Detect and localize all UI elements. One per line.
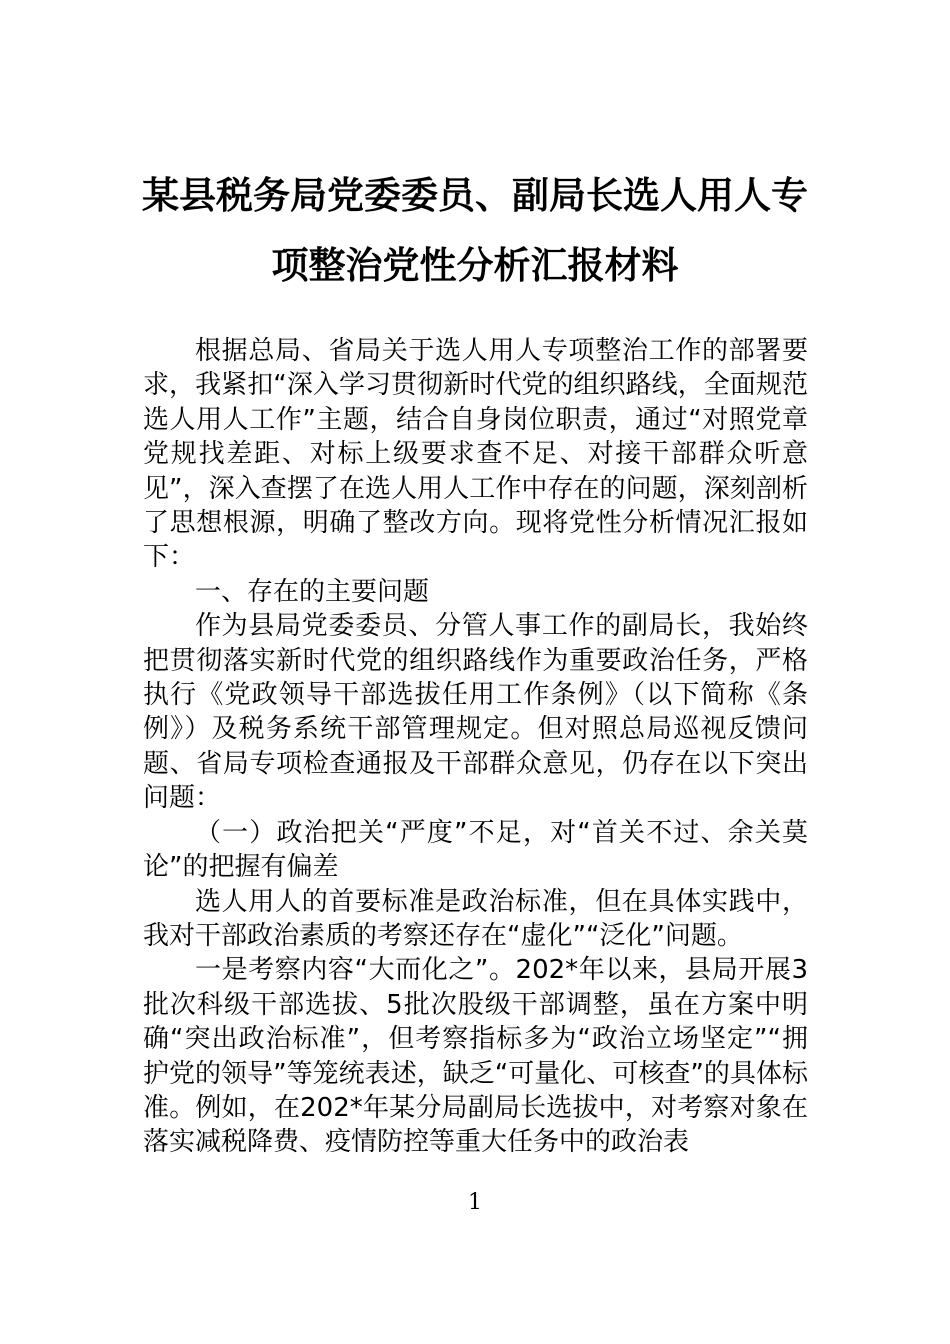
- page-number: 1: [468, 1190, 482, 1215]
- intro-paragraph: 根据总局、省局关于选人用人专项整治工作的部署要求，我紧扣“深入学习贯彻新时代党的组织路线，全面规范选人用人工作”主题，结合自身岗位职责，通过“对照党章党规找差距、对标上级要求查不足、对接干部群众听意见”，深入查摆了在选人用人工作中存在的问题，深刻剖析了思想根源，明确了整改方向。现将党性分析情况汇报如下：: [143, 336, 808, 573]
- political-standard-paragraph: 选人用人的首要标准是政治标准，但在具体实践中，我对干部政治素质的考察还存在“虚化”“泛化”问题。: [143, 886, 808, 951]
- document-title-line-1: 某县税务局党委委员、副局长选人用人专: [142, 174, 808, 217]
- problems-overview-paragraph: 作为县局党委委员、分管人事工作的副局长，我始终把贯彻落实新时代党的组织路线作为重要政治任务，严格执行《党政领导干部选拔任用工作条例》（以下简称《条例》）及税务系统干部管理规定。但对照总局巡视反馈问题、省局专项检查通报及干部群众意见，仍存在以下突出问题：: [143, 611, 808, 814]
- section-heading-main-problems: 一、存在的主要问题: [195, 576, 430, 607]
- point-one-paragraph: 一是考察内容“大而化之”。202*年以来，县局开展3批次科级干部选拔、5批次股级干部调整，虽在方案中明确“突出政治标准”，但考察指标多为“政治立场坚定”“拥护党的领导”等笼统表述，缺乏“可量化、可核查”的具体标准。例如，在202*年某分局副局长选拔中，对考察对象在落实减税降费、疫情防控等重大任务中的政治表: [143, 955, 808, 1158]
- document-title-line-2: 项整治党性分析汇报材料: [271, 244, 679, 287]
- subsection-heading-political-check: （一）政治把关“严度”不足，对“首关不过、余关莫论”的把握有偏差: [143, 817, 808, 883]
- document-body: [143, 334, 808, 1160]
